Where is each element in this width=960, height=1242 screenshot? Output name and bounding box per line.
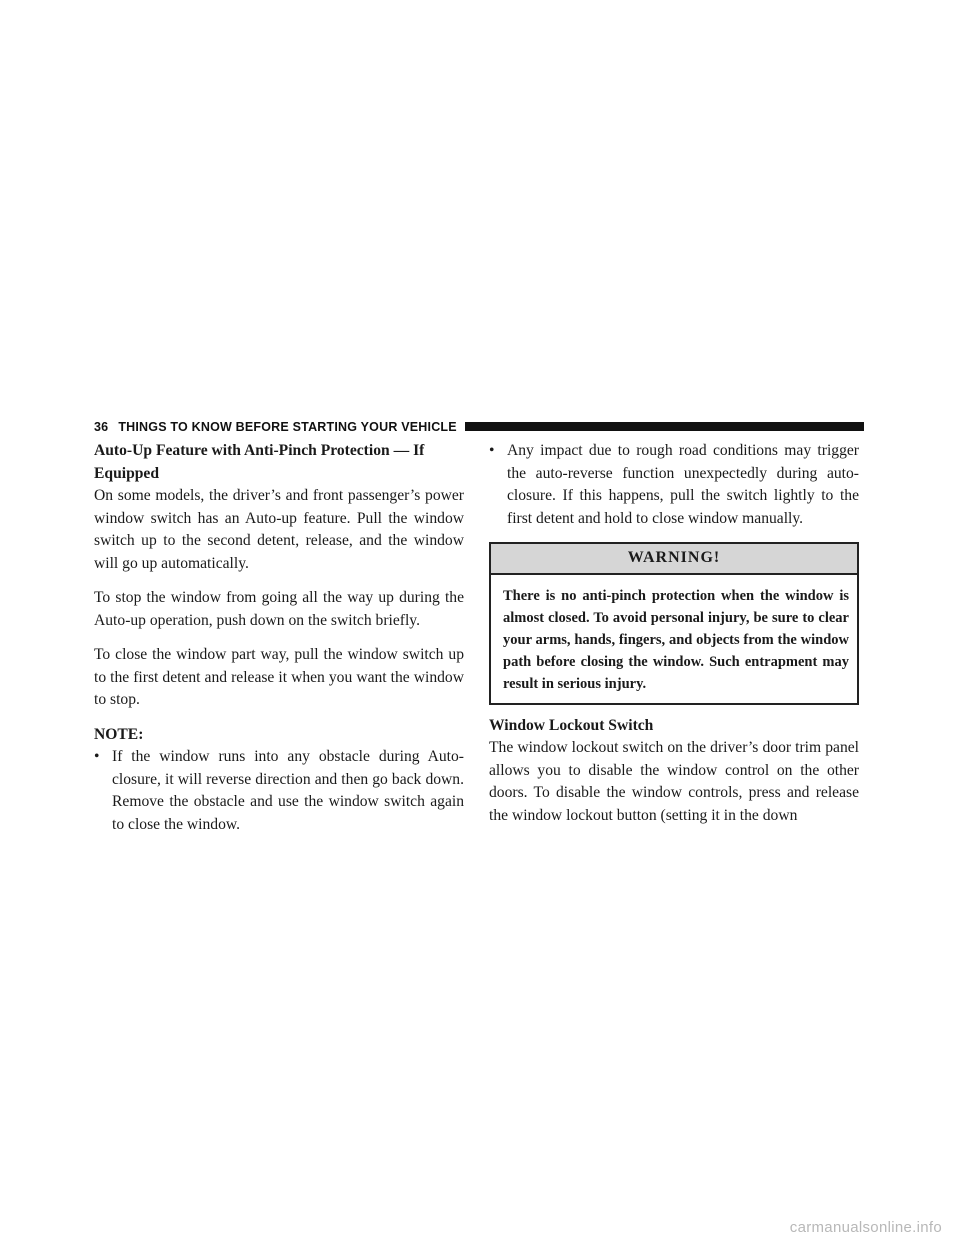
obstacle-note: If the window runs into any obstacle during Auto-closure, it will reverse direction and then go back down. Remove the obstacle and use the window switch again to close the window.	[112, 748, 464, 833]
bullet-icon: •	[94, 748, 100, 765]
right-column	[489, 440, 859, 839]
page-header	[94, 418, 864, 435]
part-way-paragraph: To close the window part way, pull the window switch up to the first detent and release it when you want the window to stop.	[94, 646, 464, 708]
auto-up-paragraph: On some models, the driver’s and front passenger’s power window switch has an Auto-up feature. Pull the window switch up to the second detent, release, and the window will go up automatically.	[94, 487, 464, 572]
lockout-heading: Window Lockout Switch	[489, 716, 654, 734]
list-item	[94, 746, 464, 836]
note-label: NOTE:	[94, 725, 144, 743]
header-rule	[465, 422, 864, 431]
list-item	[489, 440, 859, 530]
impact-note: Any impact due to rough road conditions may trigger the auto-reverse function unexpectedly during auto-closure. If this happens, pull the switch lightly to the first detent and hold to close window manually.	[507, 442, 859, 527]
lockout-paragraph: The window lockout switch on the driver’s door trim panel allows you to disable the window control on the other doors. To disable the window controls, press and release the window lockout button (setting it in the down	[489, 739, 859, 824]
auto-up-heading: Auto-Up Feature with Anti-Pinch Protection — If Equipped	[94, 442, 425, 482]
warning-text: There is no anti-pinch protection when the window is almost closed. To avoid personal injury, be sure to clear your arms, hands, fingers, and objects from the window path before closing the window. Such entrapment may result in serious injury.	[503, 587, 849, 692]
warning-box	[489, 542, 859, 705]
left-column	[94, 440, 464, 848]
section-title: THINGS TO KNOW BEFORE STARTING YOUR VEHICLE	[118, 419, 457, 434]
bullet-icon: •	[489, 442, 495, 459]
stop-window-paragraph: To stop the window from going all the way up during the Auto-up operation, push down on the switch briefly.	[94, 589, 464, 629]
page-number: 36	[94, 419, 109, 434]
warning-title: WARNING!	[491, 544, 857, 575]
watermark: carmanualsonline.info	[789, 1219, 942, 1236]
